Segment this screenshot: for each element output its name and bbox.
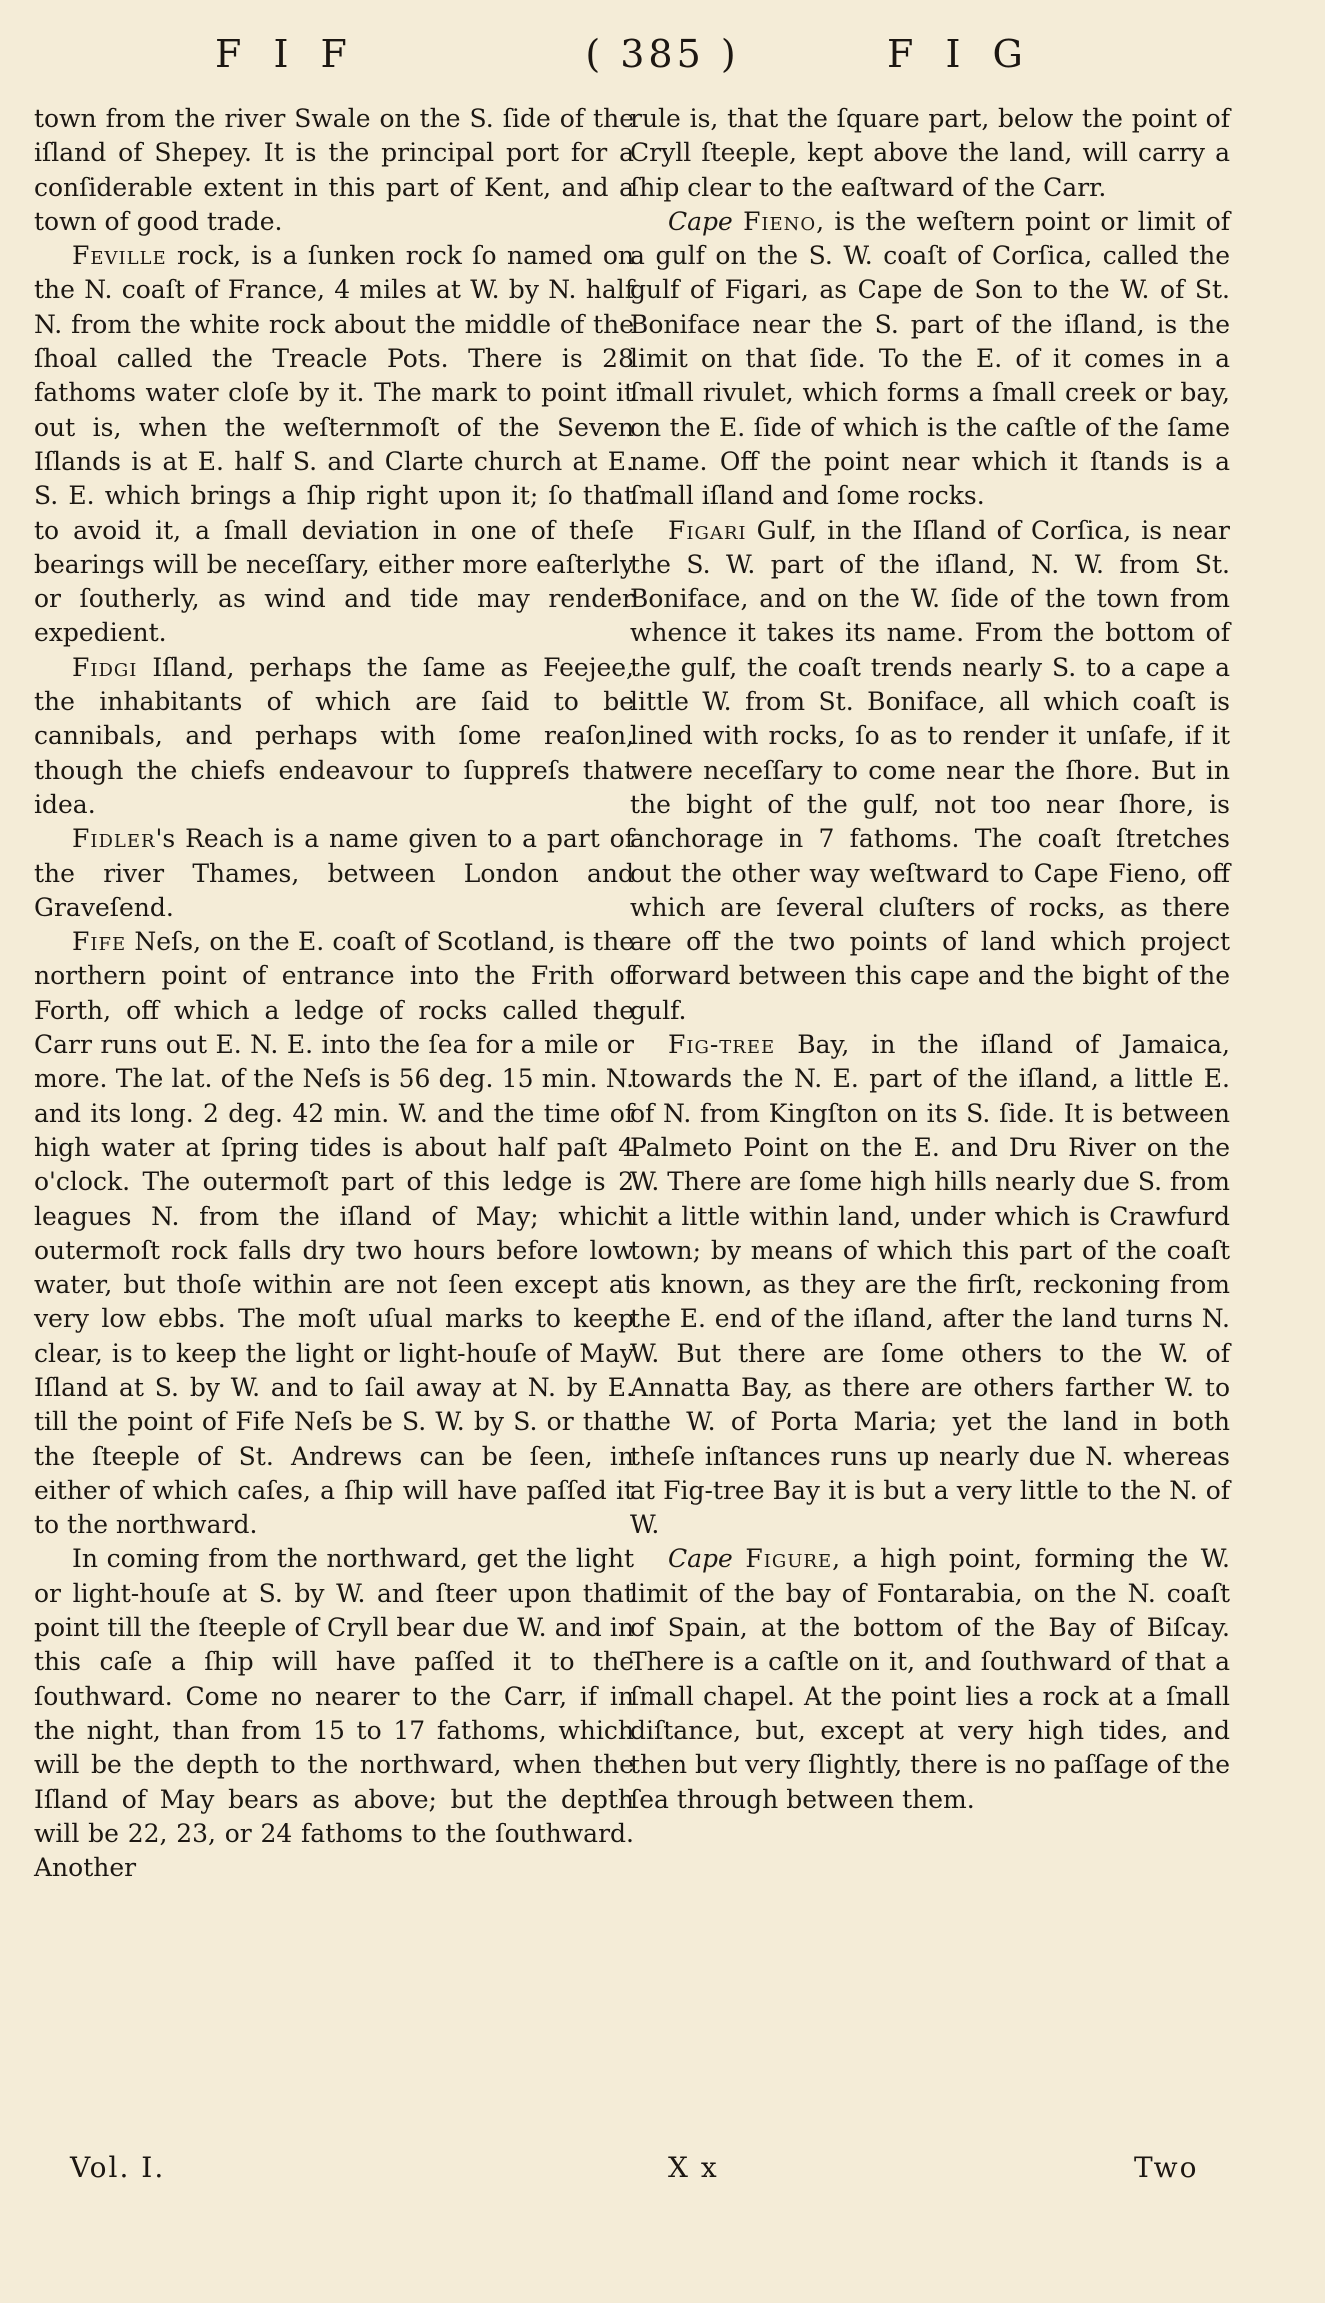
entry-term: Feville	[72, 241, 167, 271]
entry-paragraph	[630, 1542, 1230, 1816]
entry-lead: Cape	[668, 1544, 746, 1574]
running-head-left: F I F	[215, 32, 357, 76]
entry-paragraph	[630, 1028, 1230, 1542]
entry-paragraph	[34, 822, 634, 925]
volume-number: Vol. I.	[70, 2151, 166, 2184]
catchword: Two	[1134, 2151, 1199, 2184]
running-head-right: F I G	[887, 32, 1033, 76]
entry-text: Gulf, in the Iſland of Corſica, is near the S. W. part of the iſland, N. W. from St. Boniface, and on the W. ſide of the town from whence it takes its name. From the bottom of the gulf, the coaſt trends nearly S. to a cape a little W. from St. Boniface, all which coaſt is lined with rocks, ſo as to render it unſafe, if it were neceſſary to come near the ſhore. But in the bight of the gulf, not too near ſhore, is anchorage in 7 fathoms. The coaſt ſtretches out the other way weſtward to Cape Fieno, off which are ſeveral cluſters of rocks, as there are off the two points of land which project forward between this cape and the bight of the gulf.	[630, 515, 1230, 1025]
entry-term: Fig-tree	[668, 1030, 776, 1060]
entry-term: Figari	[668, 515, 747, 545]
entry-text: rule is, that the ſquare part, below the point of Cryll ſteeple, kept above the land, will carry a ſhip clear to the eaſtward of the Carr.	[630, 104, 1230, 202]
page-number: ( 385 )	[585, 32, 740, 76]
entry-term: Fieno	[743, 206, 817, 236]
entry-lead: Cape	[668, 206, 744, 236]
entry-text: , is the weſtern point or limit of a gulf on the S. W. coaſt of Corſica, called the gulf of Figari, as Cape de Son to the W. of St. Boniface near the S. part of the iſland, is the limit on that ſide. To the E. of it comes in a ſmall rivulet, which forms a ſmall creek or bay, on the E. ſide of which is the caſtle of the ſame name. Off the point near which it ſtands is a ſmall iſland and ſome rocks.	[630, 206, 1230, 511]
entry-paragraph	[34, 102, 634, 239]
entry-text: In coming from the northward, get the light or light-houſe at S. by W. and ſteer upon that point till the ſteeple of Cryll bear due W. and in this caſe a ſhip will have paſſed it to the ſouthward. Come no nearer to the Carr, if in the night, than from 15 to 17 fathoms, which will be the depth to the northward, when the Iſland of May bears as above; but the depth will be 22, 23, or 24 fathoms to the ſouthward. Another	[34, 1544, 634, 1883]
entry-paragraph	[34, 239, 634, 651]
right-column	[630, 102, 1230, 1817]
entry-text: , a high point, forming the W. limit of the bay of Fontarabia, on the N. coaſt of Spain, at the bottom of the Bay of Biſcay. There is a caſtle on it, and ſouthward of that a ſmall chapel. At the point lies a rock at a ſmall diſtance, but, except at very high tides, and then but very ſlightly, there is no paſſage of the ſea through between them.	[630, 1544, 1230, 1814]
entry-text: Bay, in the iſland of Jamaica, towards the N. E. part of the iſland, a little E. of N. from Kingſton on its S. ſide. It is between Palmeto Point on the E. and Dru River on the W. There are ſome high hills nearly due S. from it a little within land, under which is Crawfurd town; by means of which this part of the coaſt is known, as they are the firſt, reckoning from the E. end of the iſland, after the land turns N. W. But there are ſome others to the W. of Annatta Bay, as there are others farther W. to the W. of Porta Maria; yet the land in both theſe inſtances runs up nearly due N. whereas at Fig-tree Bay it is but a very little to the N. of W.	[630, 1030, 1230, 1540]
entry-term: Fife	[72, 927, 127, 957]
entry-paragraph	[630, 514, 1230, 1028]
entry-text: 's Reach is a name given to a part of the river Thames, between London and Graveſend.	[34, 824, 634, 922]
signature-mark: X x	[668, 2151, 719, 2184]
entry-paragraph	[630, 205, 1230, 514]
left-column	[34, 102, 634, 1885]
entry-paragraph	[630, 102, 1230, 205]
entry-paragraph	[34, 651, 634, 822]
entry-term: Fidgi	[72, 652, 138, 682]
entry-term: Fidler	[72, 824, 156, 854]
entry-paragraph	[34, 925, 634, 1542]
entry-text: Iſland, perhaps the ſame as Feejee, the inhabitants of which are ſaid to be cannibals, and perhaps with ſome reaſon, though the chiefs endeavour to ſuppreſs that idea.	[34, 652, 634, 819]
entry-text: Neſs, on the E. coaſt of Scotland, is the northern point of entrance into the Frith of Forth, off which a ledge of rocks called the Carr runs out E. N. E. into the ſea for a mile or more. The lat. of the Neſs is 56 deg. 15 min. N. and its long. 2 deg. 42 min. W. and the time of high water at ſpring tides is about half paſt 4 o'clock. The outermoſt part of this ledge is 2 leagues N. from the iſland of May; which outermoſt rock falls dry two hours before low water, but thoſe within are not ſeen except at very low ebbs. The moſt uſual marks to keep clear, is to keep the light or light-houſe of May Iſland at S. by W. and to ſail away at N. by E. till the point of Fife Neſs be S. W. by S. or that the ſteeple of St. Andrews can be ſeen, in either of which caſes, a ſhip will have paſſed it to the northward.	[34, 927, 634, 1540]
entry-paragraph	[34, 1542, 634, 1885]
entry-text: town from the river Swale on the S. ſide of the iſland of Shepey. It is the principal port for a conſiderable extent in this part of Kent, and a town of good trade.	[34, 104, 634, 236]
entry-term: Figure	[745, 1544, 833, 1574]
entry-text: rock, is a ſunken rock ſo named on the N. coaſt of France, 4 miles at W. by N. half N. from the white rock about the middle of the ſhoal called the Treacle Pots. There is 28 fathoms water cloſe by it. The mark to point it out is, when the weſternmoſt of the Seven Iſlands is at E. half S. and Clarte church at E. S. E. which brings a ſhip right upon it; ſo that to avoid it, a ſmall deviation in one of theſe bearings will be neceſſary, either more eaſterly or ſoutherly, as wind and tide may render expedient.	[34, 241, 634, 648]
